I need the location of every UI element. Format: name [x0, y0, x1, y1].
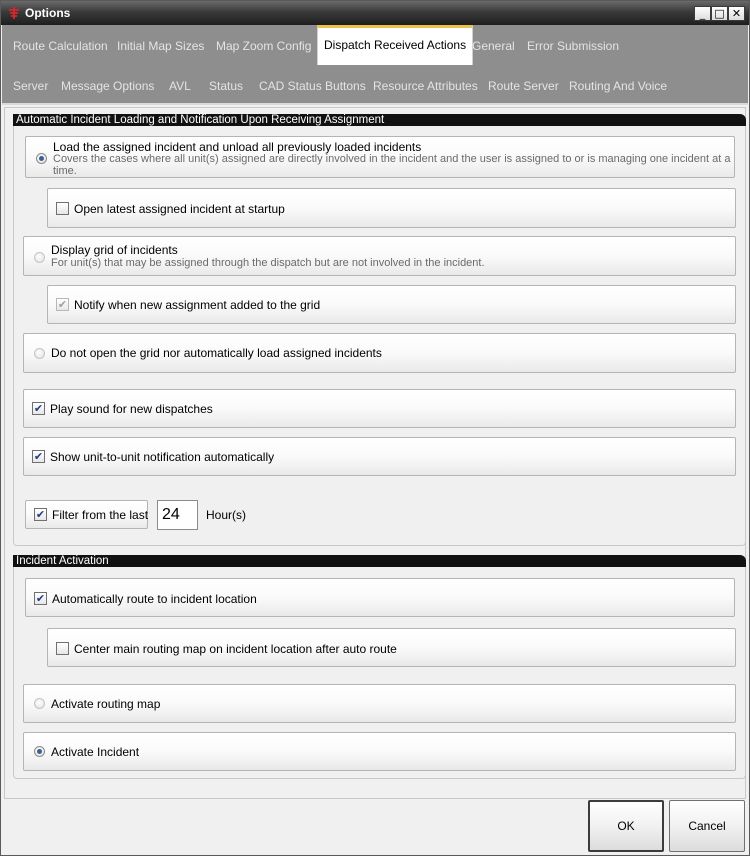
- play-sound-label: Play sound for new dispatches: [50, 402, 213, 416]
- checkbox-notify-new[interactable]: [56, 298, 69, 311]
- checkbox-filter[interactable]: [34, 508, 47, 521]
- auto-route-label: Automatically route to incident location: [52, 592, 257, 606]
- checkbox-center-map[interactable]: [56, 642, 69, 655]
- filter-hours-input[interactable]: 24: [157, 500, 198, 530]
- option-filter[interactable]: [25, 500, 148, 529]
- option-load-assigned[interactable]: [25, 136, 735, 178]
- tab-cad-status-buttons[interactable]: CAD Status Buttons: [259, 79, 366, 93]
- tab-general[interactable]: General: [472, 39, 515, 53]
- tab-dispatch-received-actions[interactable]: Dispatch Received Actions: [317, 25, 473, 65]
- option-activate-incident[interactable]: [23, 732, 736, 771]
- activate-incident-label: Activate Incident: [51, 745, 140, 759]
- tab-strip: [2, 25, 748, 105]
- center-map-label: Center main routing map on incident location after auto route: [74, 642, 397, 656]
- option-open-latest[interactable]: [47, 188, 736, 228]
- tab-resource-attributes[interactable]: Resource Attributes: [373, 79, 478, 93]
- radio-display-grid[interactable]: [34, 252, 45, 263]
- close-icon: ✕: [731, 7, 742, 20]
- option-notify-new[interactable]: [47, 285, 736, 324]
- tab-route-server[interactable]: Route Server: [488, 79, 559, 93]
- option-show-unit[interactable]: [23, 437, 736, 476]
- option-play-sound[interactable]: [23, 389, 736, 428]
- title-bar: [1, 1, 749, 25]
- option-auto-route[interactable]: [25, 578, 735, 617]
- checkbox-show-unit[interactable]: [32, 450, 45, 463]
- tab-server[interactable]: Server: [13, 79, 49, 93]
- close-button[interactable]: [728, 6, 745, 21]
- tab-divider: [2, 103, 748, 105]
- checkbox-auto-route[interactable]: [34, 592, 47, 605]
- tab-map-zoom-config[interactable]: Map Zoom Config: [216, 39, 312, 53]
- option-activate-routing[interactable]: [23, 684, 736, 723]
- tab-initial-map-sizes[interactable]: Initial Map Sizes: [117, 39, 205, 53]
- cancel-button[interactable]: Cancel: [669, 800, 745, 852]
- check-icon: ✔: [33, 402, 44, 415]
- app-icon: [7, 6, 21, 20]
- tab-status[interactable]: Status: [209, 79, 244, 93]
- ok-button[interactable]: OK: [588, 800, 664, 852]
- tab-message-options[interactable]: Message Options: [61, 79, 155, 93]
- open-latest-label: Open latest assigned incident at startup: [74, 202, 285, 216]
- load-assigned-desc: Covers the cases where all unit(s) assigned are directly involved in the incident and the user is assigned to or is managing one incident at a time.: [53, 153, 731, 177]
- radio-activate-routing[interactable]: [34, 698, 45, 709]
- activate-routing-label: Activate routing map: [51, 697, 161, 711]
- radio-load-assigned[interactable]: [36, 153, 47, 164]
- check-icon: ✔: [35, 592, 46, 605]
- option-do-not-open[interactable]: [23, 333, 736, 373]
- check-icon: ✔: [33, 450, 44, 463]
- do-not-open-label: Do not open the grid nor automatically load assigned incidents: [51, 346, 382, 360]
- tab-route-calculation[interactable]: Route Calculation: [13, 39, 108, 53]
- minimize-icon: _: [699, 7, 706, 20]
- display-grid-desc: For unit(s) that may be assigned through the dispatch but are not involved in the incident.: [51, 257, 485, 269]
- check-icon: ✔: [57, 298, 68, 311]
- minimize-button[interactable]: [694, 6, 711, 21]
- checkbox-play-sound[interactable]: [32, 402, 45, 415]
- window-title: Options: [25, 6, 71, 20]
- filter-label: Filter from the last: [52, 508, 149, 522]
- show-unit-label: Show unit-to-unit notification automatically: [50, 450, 275, 464]
- radio-do-not-open[interactable]: [34, 348, 45, 359]
- option-center-map[interactable]: [47, 628, 736, 667]
- tab-avl[interactable]: AVL: [169, 79, 191, 93]
- check-icon: ✔: [35, 508, 46, 521]
- display-grid-label: Display grid of incidents: [51, 243, 178, 257]
- maximize-button[interactable]: [711, 6, 728, 21]
- section-header-incident-activation: Incident Activation: [13, 555, 746, 567]
- notify-new-label: Notify when new assignment added to the grid: [74, 298, 321, 312]
- checkbox-open-latest[interactable]: [56, 202, 69, 215]
- option-display-grid[interactable]: [23, 236, 736, 276]
- load-assigned-label: Load the assigned incident and unload all previously loaded incidents: [53, 140, 422, 154]
- maximize-icon: □: [714, 7, 725, 20]
- filter-unit-label: Hour(s): [206, 508, 247, 522]
- tab-routing-and-voice[interactable]: Routing And Voice: [569, 79, 668, 93]
- section-header-auto-loading: Automatic Incident Loading and Notification Upon Receiving Assignment: [13, 114, 746, 126]
- tab-error-submission[interactable]: Error Submission: [527, 39, 620, 53]
- radio-activate-incident[interactable]: [34, 746, 45, 757]
